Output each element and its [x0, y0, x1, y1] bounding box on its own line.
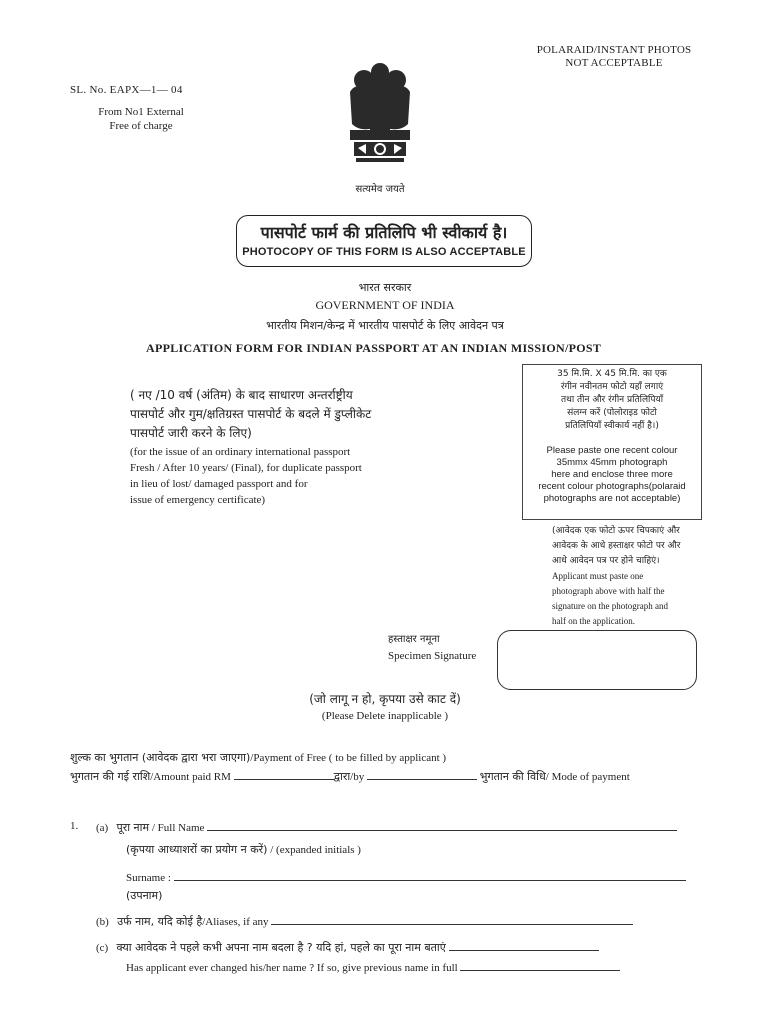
- full-name-label-hindi: पूरा नाम: [116, 821, 150, 834]
- paste-en-2: photograph above with half the: [552, 586, 665, 596]
- payment-heading-hindi: शुल्क का भुगतान (आवेदक द्वारा भरा जाएगा): [70, 751, 251, 764]
- by-label-hindi: द्वारा: [333, 770, 351, 783]
- specimen-signature-box[interactable]: [497, 630, 697, 690]
- name-change-english-row: [126, 962, 620, 974]
- photo-hi-3: तथा तीन और रंगीन प्रतिलिपियाँ: [560, 395, 664, 405]
- paste-hi-2: आवेदक के आधे हस्ताक्षर फोटो पर और: [552, 541, 681, 551]
- signature-label-english: Specimen Signature: [388, 650, 477, 662]
- delete-note: [0, 690, 770, 722]
- amount-label-hindi: भुगतान की गई राशि: [70, 770, 151, 783]
- purpose-english-1: (for the issue of an ordinary international passport: [130, 446, 351, 458]
- signature-label-hindi: हस्ताक्षर नमूना: [388, 634, 440, 645]
- photo-paste-box[interactable]: [522, 364, 702, 520]
- issue-info: [86, 105, 196, 133]
- photo-en-4: recent colour photographs(polaraid: [538, 481, 686, 492]
- mode-label-english: / Mode of payment: [545, 771, 630, 783]
- by-field[interactable]: [367, 779, 477, 780]
- full-name-row: [96, 820, 677, 835]
- amount-label-english: /Amount paid RM: [150, 771, 231, 783]
- surname-row: [126, 872, 686, 884]
- alias-field[interactable]: [271, 924, 633, 925]
- purpose-text: [130, 386, 430, 507]
- name-change-question-english: Has applicant ever changed his/her name ? If so, give previous name in full: [126, 962, 458, 974]
- paste-instructions: [552, 524, 698, 629]
- photo-hi-5: प्रतिलिपियाँ स्वीकार्य नहीं है।): [565, 421, 659, 431]
- purpose-english-3: in lieu of lost/ damaged passport and for: [130, 478, 308, 490]
- alias-label-english: /Aliases, if any: [202, 916, 269, 928]
- surname-field[interactable]: [174, 880, 686, 881]
- payment-row: [70, 769, 630, 784]
- photo-en-1: Please paste one recent colour: [546, 445, 678, 456]
- paste-hi-1: (आवेदक एक फोटो ऊपर चिपकाएं और: [552, 526, 680, 536]
- photo-hi-4: संलग्न करें (पोलोराइड फोटो: [567, 408, 657, 418]
- purpose-hindi-2: पासपोर्ट और गुम/क्षतिग्रस्त पासपोर्ट के बदले में डुप्लीकेट: [130, 407, 372, 421]
- banner-hindi: पासपोर्ट फार्म की प्रतिलिपि भी स्वीकार्य है।: [260, 223, 508, 242]
- name-change-row: [96, 940, 599, 955]
- surname-hindi-text: (उपनाम): [126, 889, 163, 902]
- section-number: 1.: [70, 820, 79, 832]
- purpose-hindi-1: ( नए /10 वर्ष (अंतिम) के बाद साधारण अन्तर्राष्ट्रीय: [130, 388, 353, 402]
- photo-box-english: [523, 445, 701, 505]
- photo-note: POLARAID/INSTANT PHOTOS NOT ACCEPTABLE: [536, 44, 692, 69]
- name-change-field-2[interactable]: [460, 970, 620, 971]
- purpose-english-4: issue of emergency certificate): [130, 494, 266, 506]
- purpose-english-2: Fresh / After 10 years/ (Final), for duplicate passport: [130, 462, 362, 474]
- banner-english: PHOTOCOPY OF THIS FORM IS ALSO ACCEPTABLE: [242, 246, 526, 258]
- by-label-english: /by: [350, 771, 365, 783]
- alias-label-hindi: उर्फ नाम, यदि कोई है: [117, 915, 203, 928]
- paste-hi-3: आधे आवेदन पत्र पर होने चाहिएं।: [552, 556, 660, 566]
- free-of-charge: Free of charge: [109, 120, 173, 132]
- photo-en-5: photographs are not acceptable): [543, 493, 681, 504]
- photo-hi-2: रंगीन नवीनतम फोटो यहाँ लगाएं: [560, 382, 664, 392]
- govt-title-english: GOVERNMENT OF INDIA: [315, 298, 455, 312]
- purpose-hindi-3: पासपोर्ट जारी करने के लिए): [130, 426, 252, 440]
- photo-en-2: 35mmx 45mm photograph: [556, 457, 668, 468]
- item-a-label: (a): [96, 822, 109, 834]
- photo-hi-1: 35 मि.मि. X 45 मि.मि. का एक: [557, 369, 667, 379]
- payment-heading-english: /Payment of Free ( to be filled by applicant ): [250, 752, 447, 764]
- photo-box-hindi: [523, 368, 701, 433]
- govt-title-hindi: भारत सरकार: [358, 281, 412, 294]
- item-c-label: (c): [96, 942, 109, 954]
- serial-number: SL. No. EAPX—1— 04: [70, 84, 183, 96]
- national-emblem-icon: [330, 58, 430, 196]
- motto: सत्यमेव जयते: [355, 184, 405, 195]
- amount-field[interactable]: [234, 779, 334, 780]
- item-b-label: (b): [96, 916, 109, 928]
- surname-label: Surname :: [126, 872, 171, 884]
- full-name-field[interactable]: [207, 830, 677, 831]
- issued-from: From No1 External: [98, 106, 184, 118]
- signature-label: [388, 632, 476, 664]
- delete-note-hindi: (जो लागू न हो, कृपया उसे काट दें): [309, 692, 461, 706]
- mission-title-hindi: भारतीय मिशन/केन्द्र में भारतीय पासपोर्ट के लिए आवेदन पत्र: [266, 319, 504, 332]
- initials-note: [126, 842, 361, 857]
- mode-label-hindi: भुगतान की विधि: [479, 770, 546, 783]
- paste-en-4: half on the application.: [552, 616, 635, 626]
- name-change-question-hindi: क्या आवेदक ने पहले कभी अपना नाम बदला है ? यदि हां, पहले का पूरा नाम बताएं: [116, 941, 446, 954]
- photo-en-3: here and enclose three more: [551, 469, 673, 480]
- full-name-label-english: / Full Name: [151, 822, 205, 834]
- payment-heading: [70, 750, 446, 765]
- paste-en-3: signature on the photograph and: [552, 601, 668, 611]
- application-title: APPLICATION FORM FOR INDIAN PASSPORT AT AN INDIAN MISSION/POST: [146, 341, 602, 355]
- delete-note-english: (Please Delete inapplicable ): [321, 710, 449, 722]
- name-change-field-1[interactable]: [449, 950, 599, 951]
- alias-row: [96, 914, 633, 929]
- initials-note-hindi: (कृपया आध्याशरों का प्रयोग न करें): [126, 843, 268, 856]
- surname-label-hindi: [126, 888, 162, 903]
- initials-note-english: / (expanded initials ): [270, 844, 361, 856]
- paste-en-1: Applicant must paste one: [552, 571, 644, 581]
- photocopy-banner: [236, 215, 532, 267]
